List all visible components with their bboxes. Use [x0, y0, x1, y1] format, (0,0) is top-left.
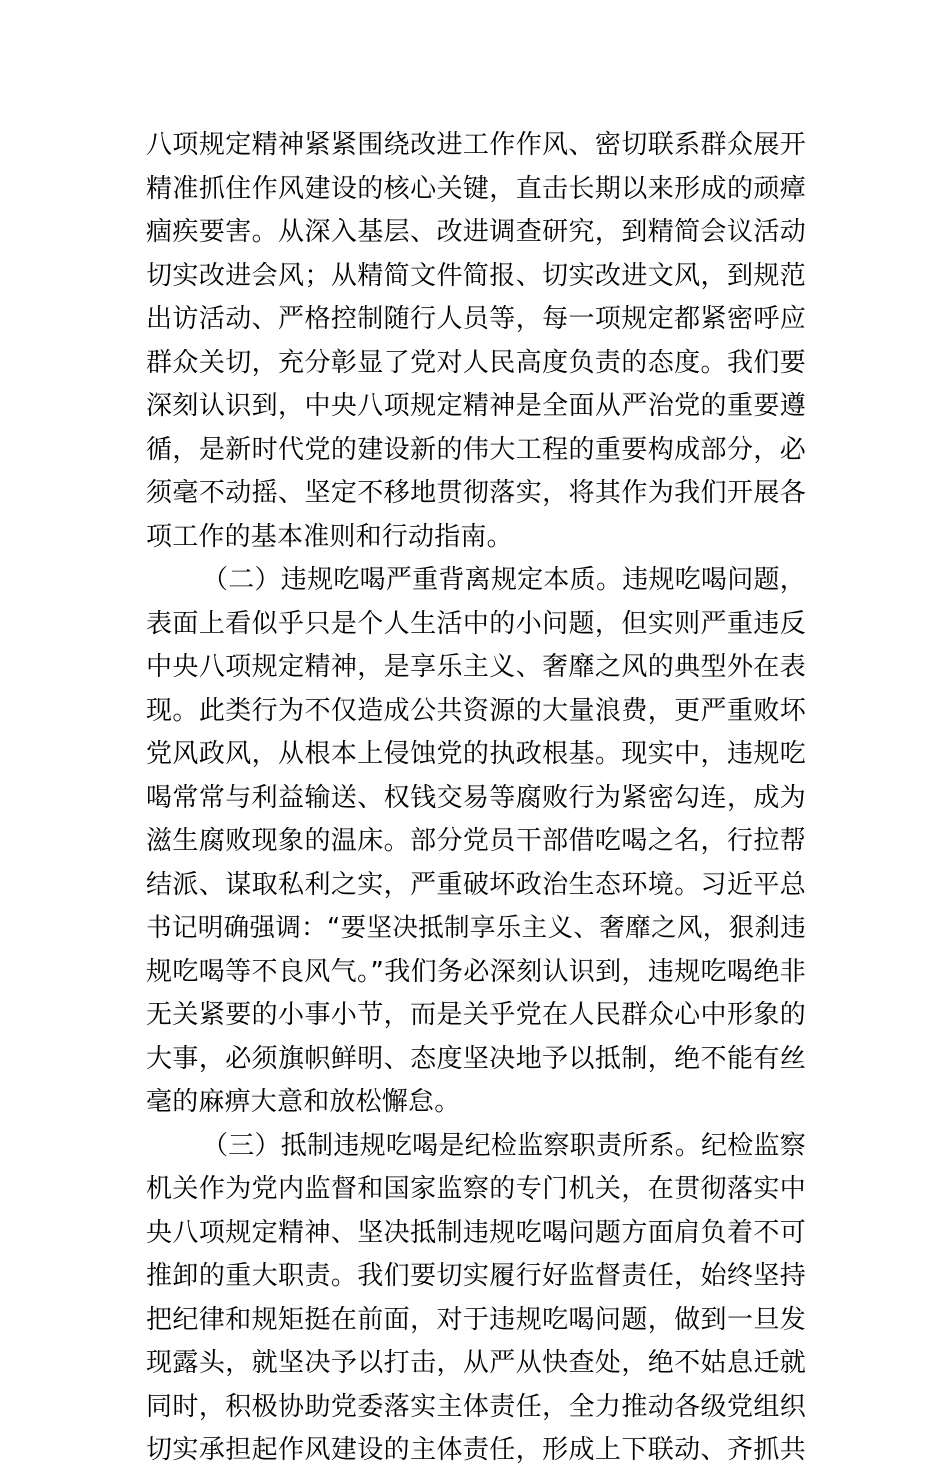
- text-line: 八项规定精神紧紧围绕改进工作作风、密切联系群众展开: [146, 130, 806, 160]
- text-line: 书记明确强调：“要坚决抵制享乐主义、奢靡之风，狠刹违: [146, 913, 806, 943]
- text-line: 群众关切，充分彰显了党对人民高度负责的态度。我们要: [146, 347, 806, 378]
- text-line: 切实承担起作风建设的主体责任，形成上下联动、齐抓共: [146, 1435, 806, 1465]
- text-line: 大事，必须旗帜鲜明、态度坚决地予以抵制，绝不能有丝: [146, 1043, 806, 1074]
- paragraph-first-line: （二）违规吃喝严重背离规定本质。违规吃喝问题，: [202, 565, 806, 595]
- text-line: 央八项规定精神、坚决抵制违规吃喝问题方面肩负着不可: [146, 1217, 806, 1248]
- text-line: 毫的麻痹大意和放松懈怠。: [146, 1087, 461, 1117]
- text-line: 项工作的基本准则和行动指南。: [146, 521, 513, 552]
- text-line: 表面上看似乎只是个人生活中的小问题，但实则严重违反: [146, 608, 806, 639]
- text-line: 同时，积极协助党委落实主体责任，全力推动各级党组织: [146, 1391, 806, 1422]
- text-line: 切实改进会风；从精简文件简报、切实改进文风，到规范: [146, 260, 806, 291]
- text-line: 规吃喝等不良风气。”我们务必深刻认识到，违规吃喝绝非: [146, 956, 806, 987]
- text-line: 现露头，就坚决予以打击，从严从快查处，绝不姑息迁就: [146, 1348, 806, 1378]
- text-line: 推卸的重大职责。我们要切实履行好监督责任，始终坚持: [146, 1261, 806, 1291]
- document-body-text: [146, 124, 806, 1473]
- text-line: 中央八项规定精神，是享乐主义、奢靡之风的典型外在表: [146, 652, 806, 682]
- text-line: 须毫不动摇、坚定不移地贯彻落实，将其作为我们开展各: [146, 478, 806, 508]
- text-line: 党风政风，从根本上侵蚀党的执政根基。现实中，违规吃: [146, 739, 806, 769]
- text-line: 喝常常与利益输送、权钱交易等腐败行为紧密勾连，成为: [146, 782, 806, 813]
- text-line: 现。此类行为不仅造成公共资源的大量浪费，更严重败坏: [146, 695, 806, 726]
- text-line: 深刻认识到，中央八项规定精神是全面从严治党的重要遵: [146, 391, 806, 421]
- text-line: 精准抓住作风建设的核心关键，直击长期以来形成的顽瘴: [146, 173, 806, 204]
- text-line: 结派、谋取私利之实，严重破坏政治生态环境。习近平总: [146, 869, 806, 900]
- text-line: 把纪律和规矩挺在前面，对于违规吃喝问题，做到一旦发: [146, 1304, 806, 1335]
- text-line: 滋生腐败现象的温床。部分党员干部借吃喝之名，行拉帮: [146, 826, 806, 856]
- text-line: 痼疾要害。从深入基层、改进调查研究，到精简会议活动: [146, 217, 806, 247]
- paragraph-first-line: （三）抵制违规吃喝是纪检监察职责所系。纪检监察: [202, 1130, 806, 1161]
- text-line: 机关作为党内监督和国家监察的专门机关，在贯彻落实中: [146, 1174, 806, 1204]
- text-line: 无关紧要的小事小节，而是关乎党在人民群众心中形象的: [146, 1000, 806, 1030]
- text-line: 循，是新时代党的建设新的伟大工程的重要构成部分，必: [146, 434, 806, 465]
- text-line: 出访活动、严格控制随行人员等，每一项规定都紧密呼应: [146, 304, 806, 334]
